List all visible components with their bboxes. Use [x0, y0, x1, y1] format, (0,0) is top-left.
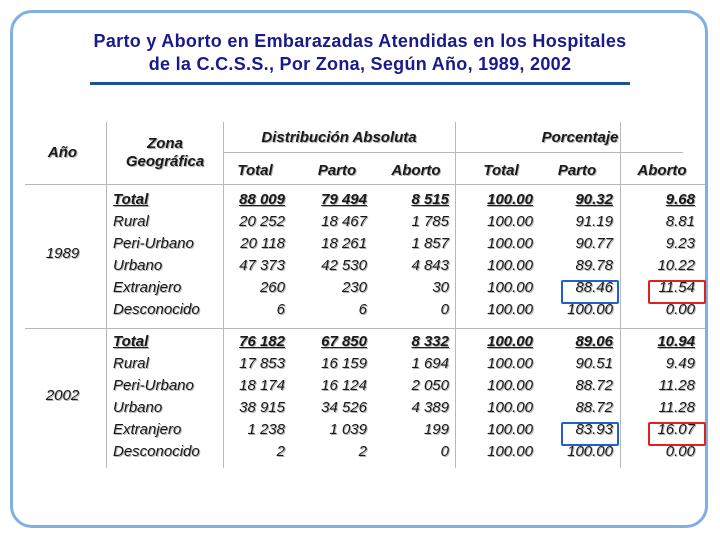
- table-row-parto: 6: [358, 301, 367, 318]
- table-row-total: 18 174: [239, 377, 285, 394]
- header-pct-aborto: Aborto: [637, 162, 687, 179]
- table-row-parto: 34 526: [321, 399, 367, 416]
- total-row-zona: Total: [113, 191, 149, 208]
- total-row-total: 88 009: [239, 191, 285, 208]
- highlight-box-red-2002: [648, 422, 706, 446]
- title-line-2: de la C.C.S.S., Por Zona, Según Año, 1989, 2002: [148, 54, 572, 74]
- table-row-parto: 230: [341, 279, 367, 296]
- table-row-ptotal: 100.00: [487, 355, 533, 372]
- table-row-ptotal: 100.00: [487, 279, 533, 296]
- table-row-parto: 18 261: [321, 235, 367, 252]
- table-row-zona: Rural: [113, 355, 149, 372]
- table-row-ptotal: 100.00: [487, 421, 533, 438]
- table-row-paborto: 11.54: [658, 279, 695, 296]
- table-row-parto: 42 530: [321, 257, 367, 274]
- table-row-pparto: 100.00: [567, 443, 613, 460]
- total-row-pparto: 90.32: [575, 191, 613, 208]
- table-row-pparto: 88.72: [575, 399, 613, 416]
- table-row-aborto: 4 843: [411, 257, 449, 274]
- table-row-aborto: 1 857: [411, 235, 449, 252]
- table-row-pparto: 89.78: [575, 257, 613, 274]
- table-row-zona: Urbano: [113, 399, 163, 416]
- table-row-ptotal: 100.00: [487, 399, 533, 416]
- total-row-ptotal: 100.00: [487, 333, 533, 350]
- table-row-parto: 18 467: [321, 213, 367, 230]
- table-row-aborto: 2 050: [411, 377, 449, 394]
- table-row-total: 6: [276, 301, 285, 318]
- table-row-paborto: 11.28: [658, 399, 695, 416]
- total-row-pparto: 89.06: [575, 333, 613, 350]
- title-line-1: Parto y Aborto en Embarazadas Atendidas en los Hospitales: [93, 31, 627, 51]
- table-row-paborto: 16.07: [657, 421, 695, 438]
- table-row-zona: Desconocido: [113, 301, 200, 318]
- year-label-1989: 1989: [45, 245, 80, 262]
- table-row-parto: 16 124: [321, 377, 367, 394]
- table-row-total: 260: [259, 279, 285, 296]
- table-row-zona: Peri-Urbano: [113, 235, 194, 252]
- header-parto: Parto: [317, 162, 357, 179]
- header-distribucion-absoluta: Distribución Absoluta: [261, 129, 417, 146]
- total-row-ptotal: 100.00: [487, 191, 533, 208]
- year-label-2002: 2002: [45, 387, 80, 404]
- header-zona-geografica: Geográfica: [125, 153, 205, 170]
- table-row-pparto: 90.51: [575, 355, 613, 372]
- header-pct-parto: Parto: [557, 162, 597, 179]
- table-row-ptotal: 100.00: [487, 301, 533, 318]
- table-row-total: 1 238: [247, 421, 285, 438]
- header-aborto: Aborto: [391, 162, 441, 179]
- table-row-zona: Peri-Urbano: [113, 377, 194, 394]
- table-row-aborto: 0: [440, 443, 449, 460]
- table-row-ptotal: 100.00: [487, 235, 533, 252]
- table-row-zona: Extranjero: [113, 421, 182, 438]
- table-row-aborto: 0: [440, 301, 449, 318]
- total-row-total: 76 182: [239, 333, 285, 350]
- total-row-paborto: 9.68: [665, 191, 695, 208]
- table-row-zona: Urbano: [113, 257, 163, 274]
- data-table: [25, 118, 705, 468]
- divider: [106, 122, 107, 468]
- divider: [25, 328, 705, 329]
- table-row-pparto: 91.19: [575, 213, 613, 230]
- table-row-paborto: 0.00: [665, 443, 695, 460]
- total-row-zona: Total: [113, 333, 149, 350]
- table-row-total: 47 373: [239, 257, 285, 274]
- table-row-parto: 2: [358, 443, 367, 460]
- table-row-zona: Rural: [113, 213, 149, 230]
- highlight-box-red-1989: [648, 280, 706, 304]
- highlight-box-blue-1989: [561, 280, 619, 304]
- table-row-pparto: 83.93: [575, 421, 613, 438]
- divider: [455, 122, 456, 468]
- total-row-aborto: 8 332: [411, 333, 449, 350]
- table-row-paborto: 0.00: [665, 301, 695, 318]
- table-row-paborto: 11.28: [658, 377, 695, 394]
- table-row-aborto: 4 389: [411, 399, 449, 416]
- table-row-aborto: 199: [423, 421, 449, 438]
- table-row-total: 2: [276, 443, 285, 460]
- table-row-total: 38 915: [239, 399, 285, 416]
- table-row-ptotal: 100.00: [487, 377, 533, 394]
- table-row-total: 17 853: [239, 355, 285, 372]
- table-row-aborto: 1 694: [411, 355, 449, 372]
- table-row-parto: 16 159: [321, 355, 367, 372]
- table-row-paborto: 9.49: [665, 355, 695, 372]
- table-row-parto: 1 039: [329, 421, 367, 438]
- table-row-pparto: 88.46: [575, 279, 613, 296]
- header-zona: Zona: [147, 135, 183, 152]
- header-total: Total: [237, 162, 273, 179]
- table-row-paborto: 9.23: [665, 235, 695, 252]
- table-row-total: 20 252: [239, 213, 285, 230]
- highlight-box-blue-2002: [561, 422, 619, 446]
- header-anio: Año: [47, 144, 78, 161]
- table-row-ptotal: 100.00: [487, 257, 533, 274]
- table-row-total: 20 118: [240, 235, 285, 252]
- table-row-paborto: 10.22: [657, 257, 695, 274]
- table-row-ptotal: 100.00: [487, 443, 533, 460]
- header-porcentaje: Porcentaje: [541, 129, 619, 146]
- header-pct-total: Total: [483, 162, 519, 179]
- table-row-aborto: 1 785: [411, 213, 449, 230]
- table-row-aborto: 30: [432, 279, 449, 296]
- table-row-pparto: 100.00: [567, 301, 613, 318]
- table-row-zona: Extranjero: [113, 279, 182, 296]
- total-row-parto: 79 494: [321, 191, 367, 208]
- divider: [223, 152, 683, 153]
- total-row-paborto: 10.94: [657, 333, 695, 350]
- total-row-aborto: 8 515: [411, 191, 449, 208]
- table-row-paborto: 8.81: [665, 213, 695, 230]
- title-underline: [90, 82, 630, 85]
- table-row-zona: Desconocido: [113, 443, 200, 460]
- table-row-pparto: 88.72: [575, 377, 613, 394]
- table-row-ptotal: 100.00: [487, 213, 533, 230]
- total-row-parto: 67 850: [321, 333, 367, 350]
- divider: [25, 184, 705, 185]
- table-row-pparto: 90.77: [575, 235, 613, 252]
